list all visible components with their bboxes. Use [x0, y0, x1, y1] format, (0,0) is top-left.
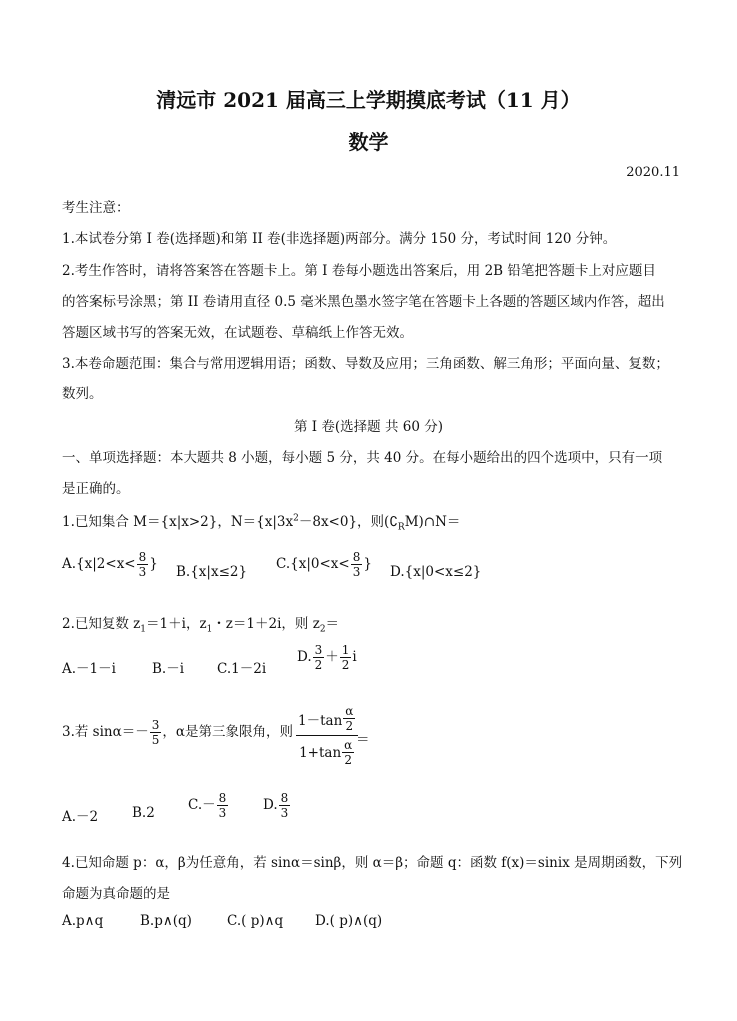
q3-option-c — [188, 791, 229, 820]
numerator: 8 — [138, 550, 147, 564]
q2-subscript: 1 — [140, 624, 147, 635]
denominator: 3 — [138, 565, 147, 579]
notice-item-3-line-2: 数列。 — [62, 386, 103, 402]
q3-tan-numerator — [296, 704, 358, 733]
denominator: 3 — [280, 806, 289, 820]
complement-symbol: ∁ — [389, 514, 398, 530]
denominator: 2 — [345, 719, 354, 733]
q3-d-fraction — [279, 791, 291, 820]
q4-option-a: A.p∧q — [62, 913, 104, 929]
q1-exponent: 2 — [293, 513, 299, 524]
question-2-stem — [62, 612, 339, 635]
q3-denominator-text: 1+tan — [299, 744, 342, 761]
question-4-line-2: 命题为真命题的是 — [62, 886, 170, 902]
half-alpha-fraction — [342, 738, 354, 767]
q3-stem-part: 3.若 sinα＝－ — [62, 724, 149, 740]
denominator: 3 — [352, 565, 361, 579]
section-intro-line-2: 是正确的。 — [62, 481, 130, 497]
q1-c-text: C.{x|0<x< — [276, 556, 350, 572]
q4-option-c: C.( p)∧q — [227, 913, 284, 929]
q2-option-b: B.－i — [152, 661, 185, 677]
q1-a-text: } — [149, 556, 158, 572]
q1-c-fraction — [351, 550, 363, 579]
denominator: 2 — [314, 658, 323, 672]
numerator: 3 — [151, 718, 160, 732]
subject-title: 数学 — [348, 130, 389, 154]
numerator: 8 — [218, 791, 227, 805]
q3-equals: ＝ — [356, 732, 370, 748]
q3-c-text: C.－ — [188, 797, 216, 813]
q1-option-a — [62, 550, 158, 579]
q2-subscript: 2 — [319, 624, 326, 635]
q3-tan-denominator — [297, 738, 357, 767]
q2-option-a: A.－1－i — [62, 661, 116, 677]
exam-date: 2020.11 — [626, 165, 680, 180]
q3-option-d — [263, 791, 291, 820]
notice-item-2-line-3: 答题区域书写的答案无效，在试题卷、草稿纸上作答无效。 — [62, 325, 413, 341]
q2-stem-part: 2.已知复数 z — [62, 616, 141, 632]
q1-option-b: B.{x|x≤2} — [176, 564, 248, 580]
notice-item-2-line-2: 的答案标号涂黑；第 II 卷请用直径 0.5 毫米黑色墨水签字笔在答题卡上各题的答题区域内作答，超出 — [62, 294, 665, 310]
q2-option-d — [297, 643, 357, 672]
q3-numerator-text: 1－tan — [298, 712, 343, 729]
numerator: 3 — [314, 643, 323, 657]
q4-option-d: D.( p)∧(q) — [315, 913, 383, 929]
notice-item-2-line-1: 2.考生作答时，请将答案答在答题卡上。第 I 卷每小题选出答案后，用 2B 铅笔把答题卡上对应题目 — [62, 263, 656, 279]
question-1-stem — [62, 510, 460, 533]
denominator: 5 — [151, 733, 160, 747]
half-alpha-fraction — [343, 704, 355, 733]
q2-option-c: C.1－2i — [217, 661, 267, 677]
section-intro-line-1: 一、单项选择题：本大题共 8 小题，每小题 5 分，共 40 分。在每小题给出的四个选项中，只有一项 — [62, 450, 663, 466]
q3-c-fraction — [217, 791, 229, 820]
q2-d-fraction-2 — [340, 643, 352, 672]
q2-stem-part: ・z＝1＋2i，则 z — [212, 616, 320, 632]
notice-heading: 考生注意： — [62, 200, 130, 216]
q3-sin-fraction — [150, 718, 162, 747]
q1-a-text: A.{x|2<x< — [62, 556, 136, 572]
question-3-stem — [62, 718, 293, 747]
denominator: 2 — [344, 753, 353, 767]
q1-stem-part: M)∩N＝ — [404, 514, 461, 530]
numerator: 8 — [352, 550, 361, 564]
q2-stem-part: ＝ — [325, 616, 340, 632]
numerator: α — [344, 738, 353, 752]
q1-stem-part: 1.已知集合 M＝{x|x>2}，N＝{x|3x — [62, 514, 294, 530]
denominator: 3 — [218, 806, 227, 820]
numerator: 8 — [280, 791, 289, 805]
page-title: 清远市 2021 届高三上学期摸底考试（11 月） — [156, 88, 581, 112]
q2-stem-part: ＝1＋i，z — [146, 616, 207, 632]
q2-d-text: D. — [297, 649, 312, 665]
notice-item-3-line-1: 3.本卷命题范围：集合与常用逻辑用语；函数、导数及应用；三角函数、解三角形；平面向量、复数； — [62, 356, 669, 372]
q3-stem-part: ，α是第三象限角，则 — [162, 724, 293, 740]
q2-subscript: 1 — [206, 624, 213, 635]
denominator: 2 — [341, 658, 350, 672]
q1-a-fraction — [137, 550, 149, 579]
q1-c-text: } — [363, 556, 372, 572]
q1-option-c — [276, 550, 372, 579]
q3-option-a: A.－2 — [62, 809, 99, 825]
plus-sign: ＋ — [325, 649, 339, 665]
q1-subscript: R — [397, 522, 405, 533]
notice-item-1: 1.本试卷分第 I 卷(选择题)和第 II 卷(非选择题)两部分。满分 150 分，考试时间 120 分钟。 — [62, 231, 617, 247]
q1-stem-part: －8x<0}，则( — [298, 514, 390, 530]
numerator: α — [345, 704, 354, 718]
q3-d-text: D. — [263, 797, 278, 813]
q1-option-d: D.{x|0<x≤2} — [390, 564, 482, 580]
section-title: 第 I 卷(选择题 共 60 分) — [293, 419, 443, 435]
fraction-bar — [296, 735, 358, 736]
q2-d-fraction-1 — [313, 643, 325, 672]
numerator: 1 — [341, 643, 350, 657]
q4-option-b: B.p∧(q) — [140, 913, 192, 929]
imaginary-unit: i — [352, 649, 357, 665]
question-4-line-1: 4.已知命题 p：α，β为任意角，若 sinα＝sinβ，则 α＝β；命题 q：函数 f(x)＝sinix 是周期函数，下列 — [62, 855, 683, 871]
q3-tan-expression — [296, 704, 358, 767]
q3-option-b: B.2 — [132, 805, 155, 821]
